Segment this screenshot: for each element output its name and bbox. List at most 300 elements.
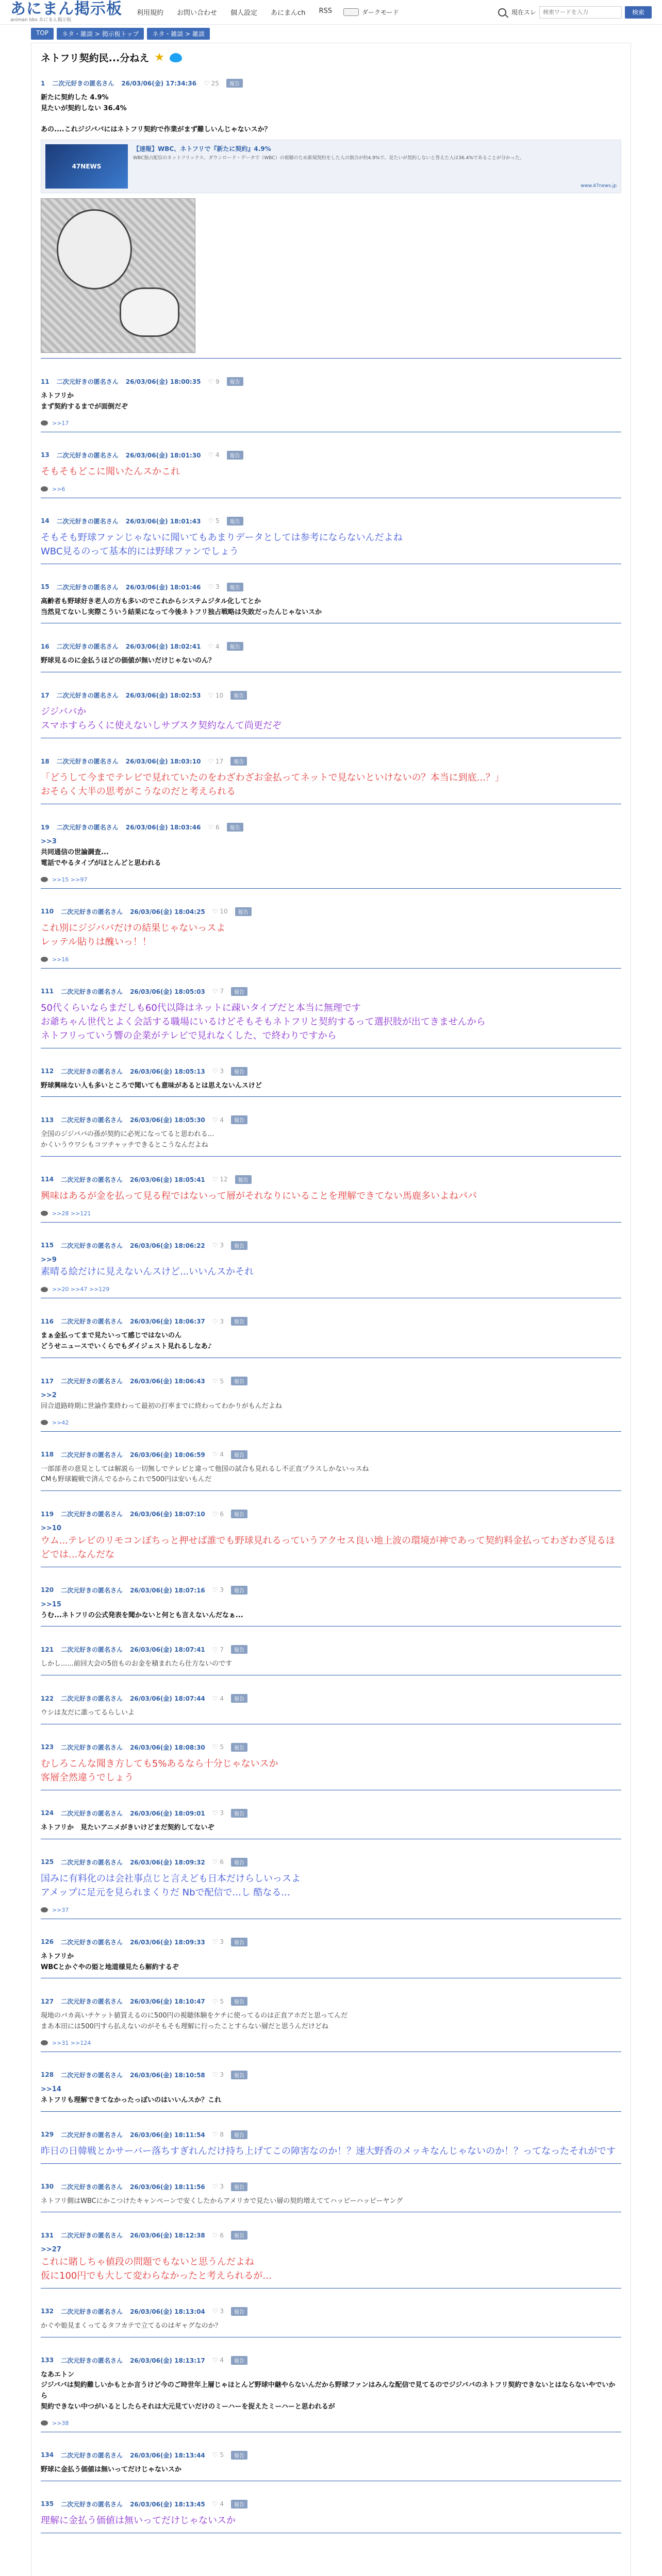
reply-anchors[interactable]: >>17	[52, 419, 69, 427]
post-number[interactable]: 129	[41, 2131, 54, 2138]
report-button[interactable]: 報告	[231, 1743, 247, 1752]
like-value: 6	[216, 823, 220, 831]
poster-name: 二次元好きの匿名さん	[61, 1646, 123, 1654]
post-date: 26/03/06(金) 18:06:22	[130, 1242, 205, 1249]
reply-links	[41, 876, 621, 883]
post-header	[41, 907, 621, 916]
post-header	[41, 2451, 621, 2460]
post-number[interactable]: 18	[41, 757, 49, 765]
reply-links	[41, 1286, 621, 1293]
like-value: 3	[216, 583, 220, 591]
poster-name: 二次元好きの匿名さん	[56, 583, 119, 591]
poster-name: 二次元好きの匿名さん	[61, 2183, 123, 2191]
post-line: 全国のジジババの孫が契約に必死になってると思われる...	[41, 1130, 214, 1139]
post-body	[41, 1600, 621, 1621]
like-count[interactable]: ♡ 3	[212, 1586, 224, 1594]
post-line: そもそもどこに聞いたんスかこれ	[41, 466, 180, 477]
report-button[interactable]: 報告	[230, 691, 247, 700]
like-count[interactable]: ♡ 3	[212, 1938, 224, 1946]
post-number[interactable]: 125	[41, 1858, 54, 1866]
poster-name: 二次元好きの匿名さん	[61, 1511, 123, 1518]
like-value: 7	[220, 1646, 224, 1653]
report-button[interactable]: 報告	[227, 823, 243, 832]
reply-icon	[41, 1907, 48, 1912]
search-button[interactable]: 検索	[625, 6, 652, 19]
post-header	[41, 2130, 621, 2139]
like-count[interactable]: ♡ 3	[212, 2308, 224, 2315]
poster-name: 二次元好きの匿名さん	[61, 988, 123, 995]
post-number[interactable]: 127	[41, 1997, 54, 2005]
like-count[interactable]: ♡ 9	[208, 378, 220, 385]
post-number[interactable]: 19	[41, 823, 49, 831]
post-number[interactable]: 122	[41, 1694, 54, 1702]
post-line: どうせニュースでいくらでもダイジェスト見れるしなあ♪	[41, 1343, 212, 1351]
news-title[interactable]: 【速報】WBC、ネトフリで『新たに契約』4.9%	[133, 145, 271, 153]
post-date: 26/03/06(金) 18:13:45	[130, 2500, 205, 2508]
like-count[interactable]: ♡ 5	[212, 1377, 224, 1385]
post-line: しかし......前回大会の5倍ものお金を積まれたら仕方ないのです	[41, 1660, 233, 1668]
post	[41, 2445, 621, 2481]
report-button[interactable]: 報告	[231, 1115, 247, 1124]
post-date: 26/03/06(金) 18:13:04	[130, 2308, 205, 2315]
report-button[interactable]: 報告	[231, 2231, 247, 2240]
like-count[interactable]: ♡ 3	[212, 2071, 224, 2079]
manga-image[interactable]	[41, 198, 195, 353]
post-number[interactable]: 114	[41, 1176, 54, 1183]
search-input[interactable]	[539, 6, 622, 19]
post-line: かくいうウワシもコツチャッチできるとこうなんだよね	[41, 1141, 208, 1149]
post-date: 26/03/06(金) 18:07:41	[130, 1646, 205, 1654]
post-number[interactable]: 115	[41, 1242, 54, 1249]
report-button[interactable]: 報告	[231, 2307, 247, 2316]
post-line: 理解に金払う価値は無いってだけじゃないスか	[41, 2515, 236, 2526]
reply-anchors[interactable]: >>28 >>121	[52, 1210, 91, 1217]
post-body	[41, 2144, 621, 2158]
post-line: かぐや姫見まくってるタフカテで立てるのはギャグなのか？	[41, 2321, 222, 2330]
like-value: 5	[220, 2451, 224, 2459]
post-line: 野球見るのに金払うほどの価値が無いだけじゃないのん？	[41, 657, 216, 665]
post-body	[41, 1757, 621, 1785]
reply-links	[41, 420, 621, 427]
post-line: まず契約するまでが面倒だぞ	[41, 402, 128, 411]
post-header	[41, 1694, 621, 1703]
post-line: 仮に100円でも大して変わらなかったと考えられるが...	[41, 2270, 272, 2281]
post-date: 26/03/06(金) 18:01:46	[125, 583, 201, 591]
post	[41, 2176, 621, 2213]
post	[41, 1444, 621, 1492]
post	[41, 817, 621, 888]
like-value: 4	[220, 2500, 224, 2508]
post-number[interactable]: 134	[41, 2451, 54, 2459]
post-date: 26/03/06(金) 18:05:30	[130, 1116, 205, 1124]
post-header	[41, 823, 621, 832]
post-number[interactable]: 120	[41, 1586, 54, 1594]
report-button[interactable]: 報告	[231, 1858, 247, 1867]
like-value: 10	[216, 691, 224, 699]
report-button[interactable]: 報告	[227, 583, 243, 591]
post-number[interactable]: 121	[41, 1646, 54, 1653]
breadcrumb-board[interactable]: ネタ・雑談 > 掲示板トップ	[57, 28, 144, 40]
report-button[interactable]: 報告	[231, 1450, 247, 1459]
like-count[interactable]: ♡ 4	[212, 1694, 224, 1702]
post-line: なあエトン	[41, 2370, 75, 2379]
reply-icon	[41, 957, 48, 962]
post-line: レッテル貼りは醜いっ！！	[41, 936, 152, 947]
post	[41, 685, 621, 738]
post-number[interactable]: 131	[41, 2231, 54, 2239]
like-count[interactable]: ♡ 10	[212, 908, 228, 916]
twitter-share-icon[interactable]	[170, 53, 182, 62]
like-count[interactable]: ♡ 7	[212, 988, 224, 995]
post-line: 高齢者も野球好き老人の方も多いのでこれからシステムジタル化してとか	[41, 597, 261, 605]
post-date: 26/03/06(金) 18:06:59	[130, 1451, 205, 1459]
like-value: 4	[216, 451, 220, 459]
nav-rss[interactable]: RSS	[319, 7, 332, 15]
like-count[interactable]: ♡ 10	[208, 691, 224, 699]
post-number[interactable]: 117	[41, 1377, 54, 1385]
report-button[interactable]: 報告	[231, 1067, 247, 1076]
like-value: 5	[220, 1743, 224, 1751]
report-button[interactable]: 報告	[227, 377, 243, 386]
like-count[interactable]: ♡ 3	[212, 1242, 224, 1249]
like-count[interactable]: ♡ 4	[212, 1451, 224, 1459]
post-line: ネトフリか	[41, 392, 74, 400]
post	[41, 511, 621, 564]
reply-links	[41, 956, 621, 963]
reply-anchors[interactable]: >>6	[52, 485, 65, 493]
anchor-link[interactable]: >>15	[41, 1600, 61, 1608]
post-number[interactable]: 135	[41, 2500, 54, 2508]
report-button[interactable]: 報告	[231, 1510, 247, 1518]
post-line: 見たいが契約しない 36.4%	[41, 104, 127, 112]
report-button[interactable]: 報告	[231, 2071, 247, 2079]
poster-name: 二次元好きの匿名さん	[61, 1451, 123, 1459]
poster-name: 二次元好きの匿名さん	[61, 1378, 123, 1385]
breadcrumb-top[interactable]: TOP	[31, 28, 54, 40]
report-button[interactable]: 報告	[231, 1317, 247, 1326]
report-button[interactable]: 報告	[231, 1377, 247, 1385]
anchor-link[interactable]: >>14	[41, 2085, 61, 2093]
report-button[interactable]: 報告	[231, 2356, 247, 2365]
like-value: 6	[220, 1858, 224, 1866]
post	[41, 577, 621, 624]
nav-animanch[interactable]: あにまんch	[271, 9, 306, 17]
post-body	[41, 1189, 621, 1203]
post-number[interactable]: 132	[41, 2308, 54, 2315]
post-number[interactable]: 118	[41, 1451, 54, 1459]
anchor-link[interactable]: >>9	[41, 1256, 57, 1264]
like-count[interactable]: ♡ 17	[208, 757, 224, 765]
post-number[interactable]: 119	[41, 1510, 54, 1518]
like-count[interactable]: ♡ 6	[208, 823, 220, 831]
post-number[interactable]: 14	[41, 517, 49, 525]
post-number[interactable]: 112	[41, 1067, 54, 1075]
toggle-switch[interactable]	[343, 8, 359, 16]
post-body	[41, 1464, 621, 1486]
post-body	[41, 1872, 621, 1900]
post-body	[41, 1331, 621, 1352]
report-button[interactable]: 報告	[227, 451, 243, 460]
post	[41, 445, 621, 498]
post-date: 26/03/06(金) 18:05:41	[130, 1176, 205, 1183]
nav-terms[interactable]: 利用規約	[137, 9, 164, 17]
post-line: 国みに有料化のは会社事点じと言えども日本だけらしいっスよ	[41, 1873, 301, 1884]
report-button[interactable]: 報告	[231, 2500, 247, 2509]
reply-anchors[interactable]: >>20 >>47 >>129	[52, 1286, 110, 1293]
dark-mode-label: ダークモード	[361, 9, 399, 16]
post-date: 26/03/06(金) 18:07:10	[130, 1511, 205, 1518]
post-number[interactable]: 126	[41, 1938, 54, 1946]
post-line: ネトフリも理解できてなかったっぽいのはいいんスか？これ	[41, 2096, 222, 2104]
post-number[interactable]: 124	[41, 1809, 54, 1817]
nav-contact[interactable]: お問い合わせ	[177, 9, 218, 17]
report-button[interactable]: 報告	[231, 2130, 247, 2139]
report-button[interactable]: 報告	[230, 757, 247, 766]
post-line: WBC見るのって基本的には野球ファンでしょう	[41, 546, 239, 557]
post	[41, 751, 621, 804]
report-button[interactable]: 報告	[231, 1938, 247, 1946]
like-count[interactable]: ♡ 7	[212, 1646, 224, 1653]
news-description: WBC独占配信のネットフリックス、ダウンロード・データで（WBC）の視聴のため新規契約をした人の割合が約4.9%で、見たいが契約しないと答えた人は36.4%であることが分かった。	[133, 156, 524, 161]
post-line: 新たに契約した 4.9%	[41, 94, 109, 101]
reply-icon	[41, 420, 48, 426]
like-count[interactable]: ♡ 4	[212, 2357, 224, 2364]
logo-subtitle: animan bbs あにまん掲示板	[10, 18, 72, 23]
like-count[interactable]: ♡ 25	[204, 79, 219, 87]
post-line: ネトフリ側はWBCにかこつけたキャンペーンで安くしたからアメリカで見たい層の契約増えててハッピーハッピーヤング	[41, 2197, 403, 2205]
post-body	[41, 656, 621, 667]
post-number[interactable]: 113	[41, 1116, 54, 1124]
post-body	[41, 1001, 621, 1043]
post	[41, 1169, 621, 1223]
report-button[interactable]: 報告	[231, 1809, 247, 1818]
post-line: 電話でやるタイプがほとんどと思われる	[41, 859, 161, 867]
post-line: CMも野球観戦で済んでるからこれで500円は安いもんだ	[41, 1476, 212, 1484]
report-button[interactable]: 報告	[231, 2451, 247, 2460]
news-text	[133, 144, 617, 189]
reply-links	[41, 1210, 621, 1217]
post	[41, 1370, 621, 1432]
like-count[interactable]: ♡ 6	[212, 2231, 224, 2239]
post-header	[41, 1809, 621, 1818]
post	[41, 371, 621, 432]
poster-name: 二次元好きの匿名さん	[56, 824, 119, 832]
op-post	[41, 73, 621, 359]
report-button[interactable]: 報告	[231, 1586, 247, 1595]
like-count[interactable]: ♡ 3	[212, 1317, 224, 1325]
post-line: ジジババか	[41, 706, 87, 718]
like-value: 3	[220, 1317, 224, 1325]
like-value: 17	[216, 757, 224, 765]
poster-name: 二次元好きの匿名さん	[61, 2308, 123, 2315]
post-body	[41, 93, 621, 135]
post-number[interactable]: 116	[41, 1317, 54, 1325]
poster-name: 二次元好きの匿名さん	[61, 1176, 123, 1183]
post-header	[41, 1241, 621, 1250]
post-line	[41, 114, 621, 125]
report-button[interactable]: 報告	[227, 642, 243, 651]
post-date: 26/03/06(金) 18:10:58	[130, 2071, 205, 2079]
poster-name: 二次元好きの匿名さん	[61, 2451, 123, 2459]
reply-links	[41, 2040, 621, 2046]
report-button[interactable]: 報告	[231, 1645, 247, 1654]
post-number[interactable]: 128	[41, 2071, 54, 2079]
like-count[interactable]: ♡ 5	[212, 1743, 224, 1751]
poster-name: 二次元好きの匿名さん	[61, 1242, 123, 1249]
post	[41, 1803, 621, 1839]
post-body	[41, 2370, 621, 2413]
like-value: 4	[220, 2357, 224, 2364]
search-area	[498, 6, 652, 19]
like-count[interactable]: ♡ 5	[212, 1997, 224, 2005]
post-body	[41, 1708, 621, 1719]
report-button[interactable]: 報告	[235, 907, 252, 916]
post-number[interactable]: 11	[41, 378, 49, 385]
post-header	[41, 2182, 621, 2191]
post-date: 26/03/06(金) 18:06:37	[130, 1318, 205, 1326]
report-button[interactable]: 報告	[231, 1997, 247, 2006]
reply-links	[41, 486, 621, 493]
nav-settings[interactable]: 個人設定	[230, 9, 258, 17]
post-body	[41, 1129, 621, 1151]
post-date: 26/03/06(金) 18:03:46	[125, 824, 201, 832]
anchor-link[interactable]: >>3	[41, 838, 57, 846]
poster-name: 二次元好きの匿名さん	[61, 1067, 123, 1075]
post-body	[41, 1823, 621, 1834]
post-number[interactable]: 15	[41, 583, 49, 591]
post-line: むしろこんな聞き方しても5%あるなら十分じゃないスか	[41, 1758, 278, 1769]
search-scope-select[interactable]: 現在スレ	[511, 9, 536, 16]
post-list	[41, 371, 621, 2533]
reply-icon	[41, 877, 48, 882]
poster-name: 二次元好きの匿名さん	[56, 517, 119, 525]
post-header	[41, 1645, 621, 1654]
report-button[interactable]: 報告	[231, 1241, 247, 1250]
poster-name: 二次元好きの匿名さん	[61, 1809, 123, 1817]
reply-anchors[interactable]: >>42	[52, 1419, 69, 1426]
post-date: 26/03/06(金) 18:08:30	[130, 1743, 205, 1751]
reply-links	[41, 1907, 621, 1913]
reply-anchors[interactable]: >>15 >>97	[52, 876, 88, 883]
reply-icon	[41, 2040, 48, 2045]
like-count[interactable]: ♡ 3	[212, 1809, 224, 1817]
like-value: 3	[220, 2071, 224, 2079]
like-count[interactable]: ♡ 5	[212, 2451, 224, 2459]
poster-name: 二次元好きの匿名さん	[61, 1586, 123, 1594]
like-value: 6	[220, 2231, 224, 2239]
like-count[interactable]: ♡ 8	[212, 2131, 224, 2138]
post-number[interactable]: 16	[41, 642, 49, 650]
reply-links	[41, 2420, 621, 2427]
post-line: これに賭しちゃ値段の問題でもないと思うんだよね	[41, 2256, 254, 2267]
post-line: 野球興味ない人も多いところで聞いても意味があるとは思えないんスけど	[41, 1081, 262, 1090]
poster-name: 二次元好きの匿名さん	[61, 2131, 123, 2139]
post-date: 26/03/06(金) 18:02:41	[125, 643, 201, 651]
reply-anchors[interactable]: >>16	[52, 956, 69, 963]
post	[41, 1931, 621, 1979]
favorite-star-icon[interactable]: ★	[154, 50, 165, 64]
like-count[interactable]: ♡ 6	[212, 1858, 224, 1866]
news-source[interactable]: www.47news.jp	[581, 183, 617, 189]
like-count[interactable]: ♡ 5	[208, 517, 220, 525]
report-button[interactable]: 報告	[231, 987, 247, 996]
report-button[interactable]: 報告	[226, 79, 243, 88]
report-button[interactable]: 報告	[227, 517, 243, 526]
like-count[interactable]: ♡ 6	[212, 1510, 224, 1518]
anchor-link[interactable]: >>2	[41, 1392, 57, 1400]
reply-anchors[interactable]: >>38	[52, 2419, 69, 2427]
reply-anchors[interactable]: >>31 >>124	[52, 2039, 91, 2046]
post-number[interactable]: 17	[41, 691, 49, 699]
like-count[interactable]: ♡ 4	[212, 1116, 224, 1124]
like-value: 5	[216, 517, 220, 525]
post-number[interactable]: 123	[41, 1743, 54, 1751]
post-date: 26/03/06(金) 18:13:44	[130, 2451, 205, 2459]
like-count[interactable]: ♡ 3	[208, 583, 220, 591]
like-count[interactable]: ♡ 12	[212, 1176, 228, 1183]
report-button[interactable]: 報告	[235, 1175, 252, 1184]
like-value: 4	[216, 642, 220, 650]
post-number[interactable]: 133	[41, 2357, 54, 2364]
anchor-link[interactable]: >>27	[41, 2246, 61, 2254]
post-number[interactable]: 110	[41, 908, 54, 916]
post-number[interactable]: 1	[41, 79, 45, 87]
like-count[interactable]: ♡ 3	[212, 2183, 224, 2190]
post	[41, 2350, 621, 2432]
news-link-card[interactable]	[41, 140, 621, 193]
report-button[interactable]: 報告	[231, 2182, 247, 2191]
like-value: 4	[220, 1694, 224, 1702]
report-button[interactable]: 報告	[231, 1694, 247, 1703]
post	[41, 2301, 621, 2337]
post-date: 26/03/06(金) 18:05:03	[130, 988, 205, 995]
poster-name: 二次元好きの匿名さん	[61, 1695, 123, 1703]
like-count[interactable]: ♡ 4	[208, 642, 220, 650]
post	[41, 1061, 621, 1097]
post-body	[41, 597, 621, 618]
post-body	[41, 2196, 621, 2207]
breadcrumb-category[interactable]: ネタ・雑談 > 雑談	[147, 28, 210, 40]
post	[41, 1991, 621, 2052]
like-value: 7	[220, 988, 224, 995]
reply-anchors[interactable]: >>37	[52, 1906, 69, 1913]
like-count[interactable]: ♡ 3	[212, 1067, 224, 1075]
like-value: 12	[220, 1176, 228, 1183]
site-logo[interactable]	[10, 2, 122, 23]
post-number[interactable]: 130	[41, 2183, 54, 2190]
post-date: 26/03/06(金) 17:34:36	[121, 80, 197, 87]
post-line: うむ...ネトフリの公式発表を聞かないと何とも言えないんだなぁ...	[41, 1611, 243, 1619]
post-line: まぁ金払ってまで見たいって感じではないのん	[41, 1332, 182, 1340]
dark-mode-toggle[interactable]	[343, 8, 399, 16]
thread-title: ネトフリ契約民...分ねえ	[41, 53, 150, 64]
post-date: 26/03/06(金) 18:09:32	[130, 1858, 205, 1866]
post-number[interactable]: 13	[41, 451, 49, 459]
like-count[interactable]: ♡ 4	[208, 451, 220, 459]
post-body	[41, 2465, 621, 2476]
post-line: ジジババは契約難しいかもとか言うけど今のご時世年上層じゃほとんど野球中継やらないんだから野球ファンはみんな配信で見てるのでジジババのネトフリ契約できないとはならないやでいから	[41, 2381, 616, 2400]
post-body	[41, 465, 621, 479]
post-line: そもそも野球ファンじゃないに聞いてもあまりデータとしては参考にならないんだよね	[41, 532, 403, 543]
post-number[interactable]: 111	[41, 988, 54, 995]
post-header	[41, 517, 621, 526]
anchor-link[interactable]: >>10	[41, 1524, 61, 1533]
post-line: ネトフリか	[41, 1952, 74, 1960]
like-count[interactable]: ♡ 4	[212, 2500, 224, 2508]
post-date: 26/03/06(金) 18:01:43	[125, 517, 201, 525]
like-value: 5	[220, 1377, 224, 1385]
reply-icon	[41, 1211, 48, 1216]
